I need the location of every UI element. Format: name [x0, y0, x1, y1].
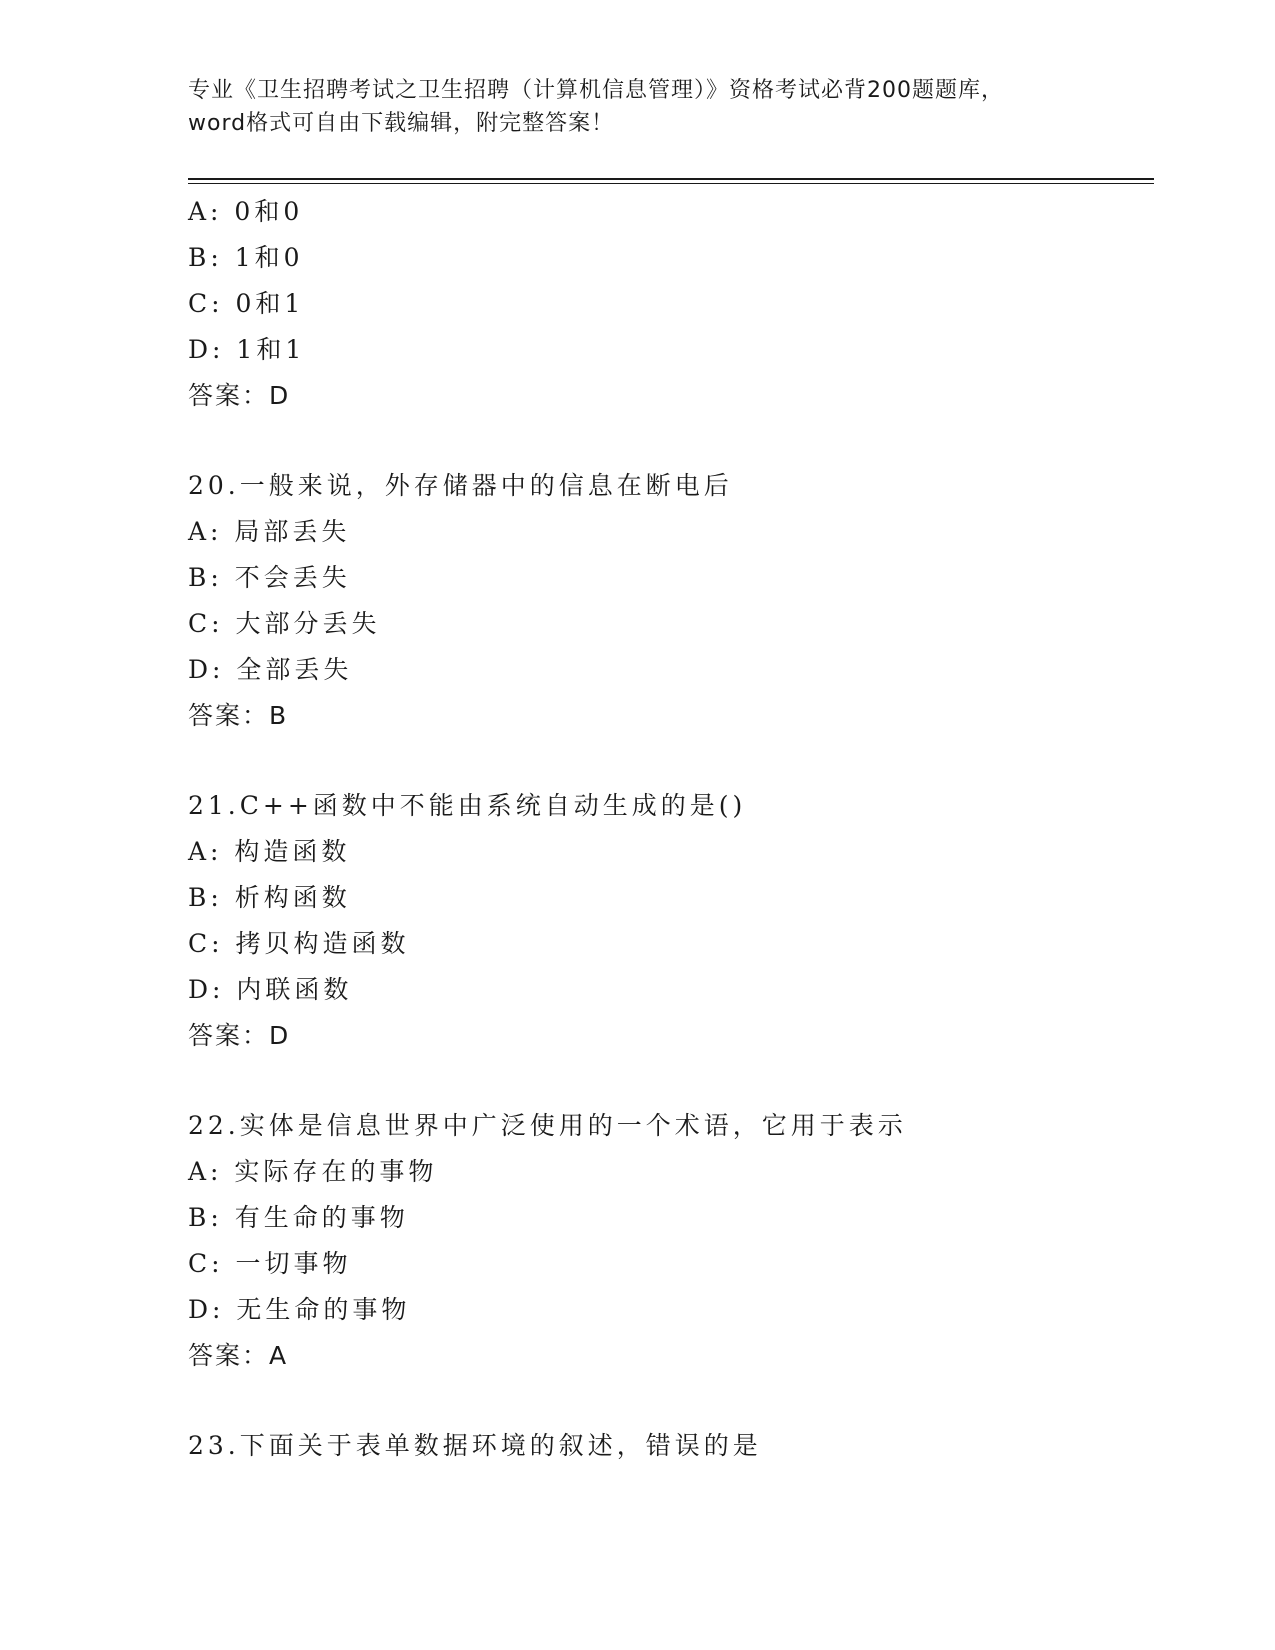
header-line-1: 专业《卫生招聘考试之卫生招聘（计算机信息管理）》资格考试必背200题题库， — [188, 78, 1004, 103]
option-d: D: 内联函数 — [188, 975, 353, 1004]
document-header — [188, 74, 1088, 140]
header-line-2: word格式可自由下载编辑，附完整答案！ — [188, 111, 615, 136]
option-b: B: 1和0 — [188, 243, 304, 272]
option-c: C: 大部分丢失 — [188, 609, 381, 638]
question-22 — [188, 1103, 1148, 1379]
question-21 — [188, 783, 1148, 1059]
option-a: A: 实际存在的事物 — [188, 1157, 438, 1186]
option-d: D: 无生命的事物 — [188, 1295, 411, 1324]
question-text: 21.C++函数中不能由系统自动生成的是() — [188, 791, 747, 820]
answer: 答案：D — [188, 381, 291, 410]
option-a: A: 0和0 — [188, 197, 304, 226]
option-b: B: 析构函数 — [188, 883, 351, 912]
question-text: 23.下面关于表单数据环境的叙述，错误的是 — [188, 1431, 762, 1460]
option-a: A: 局部丢失 — [188, 517, 351, 546]
question-list — [188, 189, 1148, 1469]
option-a: A: 构造函数 — [188, 837, 351, 866]
header-divider-thick — [188, 178, 1154, 180]
question-20 — [188, 463, 1148, 739]
option-c: C: 一切事物 — [188, 1249, 352, 1278]
question-19 — [188, 189, 1148, 419]
question-text: 20.一般来说，外存储器中的信息在断电后 — [188, 471, 733, 500]
option-d: D: 1和1 — [188, 335, 306, 364]
answer: 答案：A — [188, 1341, 289, 1370]
option-d: D: 全部丢失 — [188, 655, 353, 684]
answer: 答案：B — [188, 701, 289, 730]
option-b: B: 有生命的事物 — [188, 1203, 409, 1232]
option-c: C: 拷贝构造函数 — [188, 929, 410, 958]
option-c: C: 0和1 — [188, 289, 305, 318]
question-23 — [188, 1423, 1148, 1469]
answer: 答案：D — [188, 1021, 291, 1050]
question-text: 22.实体是信息世界中广泛使用的一个术语，它用于表示 — [188, 1111, 907, 1140]
option-b: B: 不会丢失 — [188, 563, 351, 592]
header-divider-thin — [188, 183, 1154, 184]
